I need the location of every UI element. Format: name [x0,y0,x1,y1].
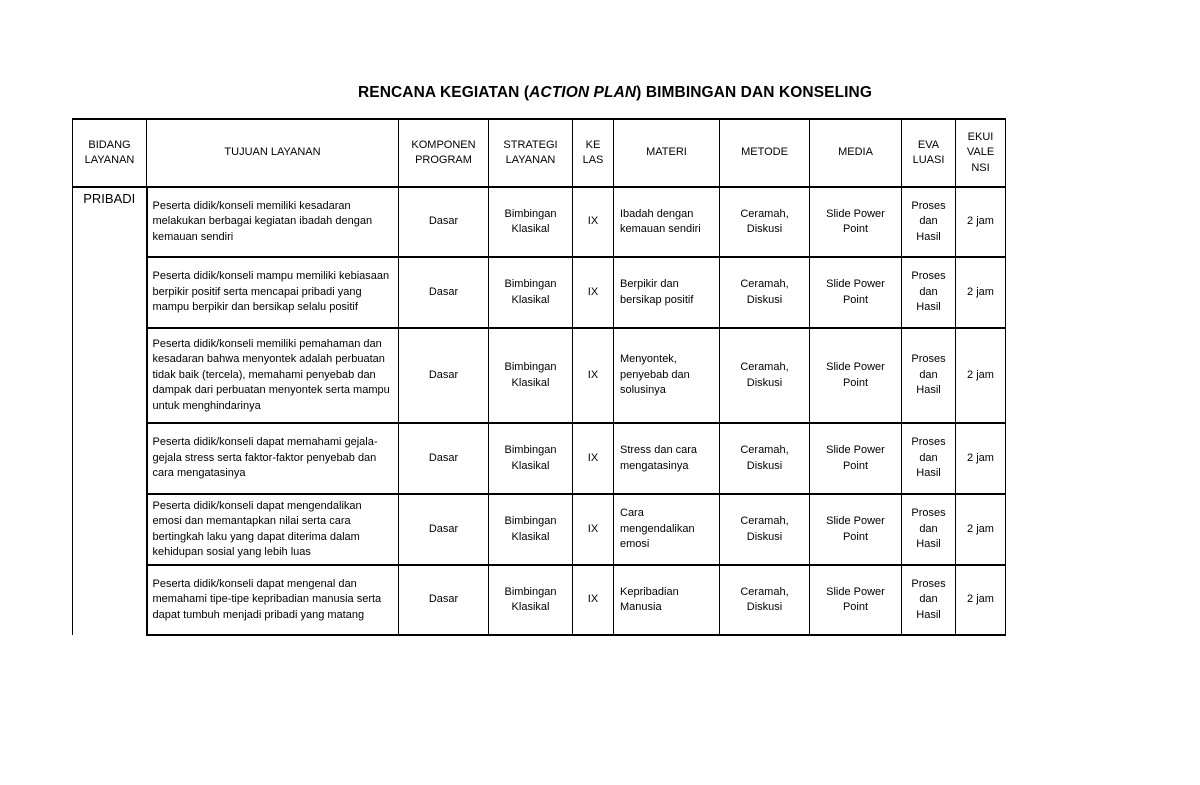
metode-cell: Ceramah, Diskusi [720,423,810,494]
materi-cell: Stress dan cara mengatasinya [614,423,720,494]
metode-cell: Ceramah, Diskusi [720,257,810,328]
tujuan-cell: Peserta didik/konseli dapat mengendalikan emosi dan memantapkan nilai serta cara bertingkah laku yang dapat diterima dalam kehidupan sosial yang lebih luas [147,494,399,565]
materi-cell: Ibadah dengan kemauan sendiri [614,187,720,257]
strategi-cell: Bimbingan Klasikal [489,565,573,635]
header-evaluasi: EVA LUASI [902,119,956,187]
table-row [73,565,1006,635]
action-plan-table [72,118,1006,636]
komponen-cell: Dasar [399,187,489,257]
bidang-layanan-cell: PRIBADI [73,187,147,635]
header-metode: METODE [720,119,810,187]
strategi-cell: Bimbingan Klasikal [489,187,573,257]
evaluasi-cell: Proses dan Hasil [902,257,956,328]
evaluasi-cell: Proses dan Hasil [902,423,956,494]
kelas-cell: IX [573,328,614,423]
title-italic: ACTION PLAN [529,84,637,101]
ekuivalensi-cell: 2 jam [956,565,1006,635]
kelas-cell: IX [573,423,614,494]
media-cell: Slide Power Point [810,328,902,423]
tujuan-cell: Peserta didik/konseli dapat mengenal dan memahami tipe-tipe kepribadian manusia serta dapat tumbuh menjadi pribadi yang matang [147,565,399,635]
title-part-1: RENCANA KEGIATAN ( [357,84,530,101]
table-row [73,423,1006,494]
header-row [73,119,1006,187]
media-cell: Slide Power Point [810,423,902,494]
tujuan-cell: Peserta didik/konseli memiliki pemahaman dan kesadaran bahwa menyontek adalah perbuatan tidak baik (tercela), memahami penyebab dan dampak dari perbuatan menyontek serta mampu untuk menghindarinya [147,328,399,423]
header-kelas: KE LAS [573,119,614,187]
ekuivalensi-cell: 2 jam [956,187,1006,257]
ekuivalensi-cell: 2 jam [956,257,1006,328]
table-row [73,494,1006,565]
media-cell: Slide Power Point [810,187,902,257]
tujuan-cell: Peserta didik/konseli dapat memahami gejala-gejala stress serta faktor-faktor penyebab dan cara mengatasinya [147,423,399,494]
table-body [73,187,1006,635]
evaluasi-cell: Proses dan Hasil [902,565,956,635]
title-part-2: ) BIMBINGAN DAN KONSELING [636,84,873,101]
komponen-cell: Dasar [399,565,489,635]
materi-cell: Kepribadian Manusia [614,565,720,635]
header-bidang-layanan: BIDANG LAYANAN [73,119,147,187]
kelas-cell: IX [573,494,614,565]
komponen-cell: Dasar [399,328,489,423]
materi-cell: Cara mengendalikan emosi [614,494,720,565]
table-row [73,328,1006,423]
strategi-cell: Bimbingan Klasikal [489,328,573,423]
metode-cell: Ceramah, Diskusi [720,494,810,565]
materi-cell: Menyontek, penyebab dan solusinya [614,328,720,423]
header-komponen-program: KOMPONEN PROGRAM [399,119,489,187]
media-cell: Slide Power Point [810,257,902,328]
evaluasi-cell: Proses dan Hasil [902,494,956,565]
ekuivalensi-cell: 2 jam [956,328,1006,423]
kelas-cell: IX [573,187,614,257]
kelas-cell: IX [573,257,614,328]
metode-cell: Ceramah, Diskusi [720,328,810,423]
tujuan-cell: Peserta didik/konseli mampu memiliki kebiasaan berpikir positif serta mencapai pribadi yang mampu berpikir dan bersikap selalu positif [147,257,399,328]
page-title [0,84,1200,102]
kelas-cell: IX [573,565,614,635]
komponen-cell: Dasar [399,494,489,565]
metode-cell: Ceramah, Diskusi [720,565,810,635]
evaluasi-cell: Proses dan Hasil [902,328,956,423]
materi-cell: Berpikir dan bersikap positif [614,257,720,328]
header-tujuan-layanan: TUJUAN LAYANAN [147,119,399,187]
tujuan-cell: Peserta didik/konseli memiliki kesadaran melakukan berbagai kegiatan ibadah dengan kemauan sendiri [147,187,399,257]
evaluasi-cell: Proses dan Hasil [902,187,956,257]
strategi-cell: Bimbingan Klasikal [489,423,573,494]
komponen-cell: Dasar [399,257,489,328]
strategi-cell: Bimbingan Klasikal [489,257,573,328]
table-row [73,257,1006,328]
ekuivalensi-cell: 2 jam [956,494,1006,565]
table-row [73,187,1006,257]
komponen-cell: Dasar [399,423,489,494]
header-media: MEDIA [810,119,902,187]
metode-cell: Ceramah, Diskusi [720,187,810,257]
media-cell: Slide Power Point [810,565,902,635]
media-cell: Slide Power Point [810,494,902,565]
header-ekuivalensi: EKUI VALE NSI [956,119,1006,187]
strategi-cell: Bimbingan Klasikal [489,494,573,565]
ekuivalensi-cell: 2 jam [956,423,1006,494]
header-materi: MATERI [614,119,720,187]
header-strategi-layanan: STRATEGI LAYANAN [489,119,573,187]
